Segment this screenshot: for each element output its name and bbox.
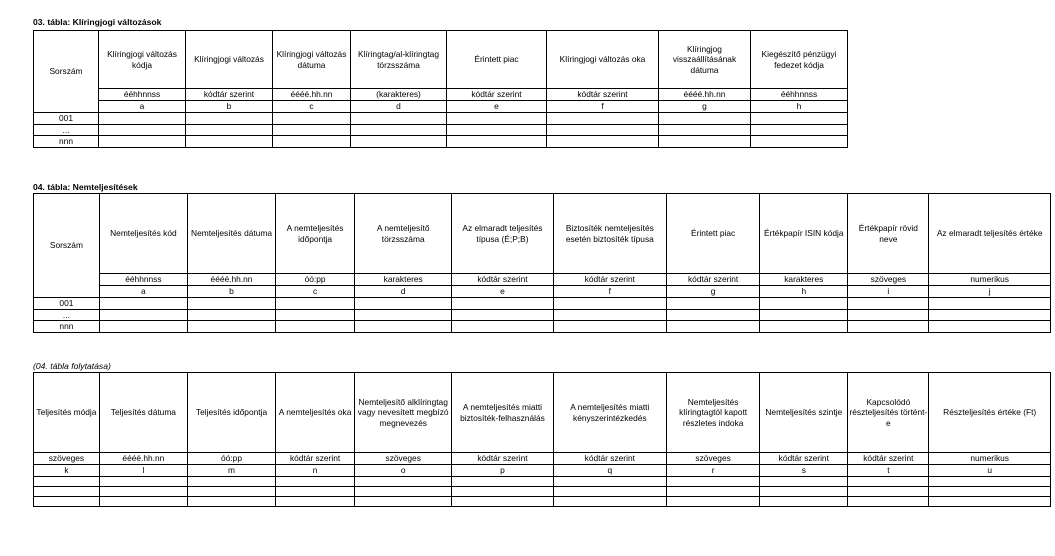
data-cell[interactable] [355,487,452,497]
data-cell[interactable] [99,113,186,125]
table-row [34,136,848,148]
data-cell[interactable] [276,321,355,333]
data-cell[interactable] [351,136,447,148]
column-header: Az elmaradt teljesítés értéke [929,194,1051,274]
column-header: Kiegészítő pénzügyi fedezet kódja [751,31,848,89]
row-number: 001 [34,113,99,125]
column-unit: ééhhnnss [99,89,186,101]
data-cell[interactable] [99,497,187,507]
data-cell[interactable] [452,298,553,310]
data-cell[interactable] [99,477,187,487]
data-cell[interactable] [447,113,547,125]
column-header: Biztosíték nemteljesítés esetén biztosíték típusa [553,194,666,274]
column-letter: q [553,465,666,477]
column-letter: m [187,465,275,477]
column-unit: kódtár szerint [667,274,760,286]
data-cell[interactable] [99,124,186,136]
data-cell[interactable] [447,136,547,148]
column-unit: kódtár szerint [452,453,553,465]
data-cell[interactable] [276,497,355,507]
column-letter: l [99,465,187,477]
data-cell[interactable] [848,298,929,310]
data-cell[interactable] [355,298,452,310]
data-cell[interactable] [34,487,100,497]
data-cell[interactable] [760,321,848,333]
data-cell[interactable] [547,136,659,148]
data-cell[interactable] [276,298,355,310]
column-header: Klíringjogi változás [186,31,273,89]
data-cell[interactable] [848,487,929,497]
data-cell[interactable] [929,487,1051,497]
column-letter: h [760,286,848,298]
data-cell[interactable] [659,113,751,125]
column-unit: szöveges [355,453,452,465]
column-unit: szöveges [667,453,760,465]
table04 [33,193,1051,333]
data-cell[interactable] [355,309,452,321]
column-unit: karakteres [355,274,452,286]
data-cell[interactable] [760,298,848,310]
column-unit: kódtár szerint [547,89,659,101]
data-cell[interactable] [351,124,447,136]
data-cell[interactable] [187,321,275,333]
column-header: A nemteljesítés miatti biztosíték-felhasználás [452,373,553,453]
data-cell[interactable] [929,309,1051,321]
column-letter: c [273,101,351,113]
data-cell[interactable] [667,497,760,507]
row-number: nnn [34,321,100,333]
column-unit: (karakteres) [351,89,447,101]
column-letter: g [667,286,760,298]
column-unit: szöveges [848,274,929,286]
data-cell[interactable] [751,113,848,125]
data-cell[interactable] [553,321,666,333]
column-letter: s [760,465,848,477]
data-cell[interactable] [187,487,275,497]
data-cell[interactable] [355,321,452,333]
table-row [34,477,1051,487]
column-header: Részteljesítés értéke (Ft) [929,373,1051,453]
column-header: A nemteljesítő törzsszáma [355,194,452,274]
data-cell[interactable] [276,309,355,321]
column-unit: kódtár szerint [452,274,553,286]
data-cell[interactable] [99,487,187,497]
data-cell[interactable] [187,497,275,507]
data-cell[interactable] [553,298,666,310]
column-unit: numerikus [929,453,1051,465]
data-cell[interactable] [99,136,186,148]
row-number: nnn [34,136,99,148]
column-header: Teljesítés módja [34,373,100,453]
column-letter: e [447,101,547,113]
column-header: Klíringjogi változás oka [547,31,659,89]
column-letter: d [355,286,452,298]
data-cell[interactable] [452,497,553,507]
data-cell[interactable] [273,113,351,125]
data-cell[interactable] [187,309,275,321]
column-header: Érintett piac [667,194,760,274]
column-unit: szöveges [34,453,100,465]
column-letter: h [751,101,848,113]
data-cell[interactable] [760,309,848,321]
column-header: Nemteljesítő alklíringtag vagy nevesített megbízó megnevezés [355,373,452,453]
column-header: Teljesítés dátuma [99,373,187,453]
data-cell[interactable] [187,477,275,487]
table-row [34,124,848,136]
column-unit: éééé.hh.nn [273,89,351,101]
data-cell[interactable] [273,124,351,136]
data-cell[interactable] [553,477,666,487]
data-cell[interactable] [452,309,553,321]
column-letter: e [452,286,553,298]
sorszam-header: Sorszám [34,194,100,298]
data-cell[interactable] [452,487,553,497]
column-header: Az elmaradt teljesítés típusa (É;P;B) [452,194,553,274]
column-header: Nemteljesítés dátuma [187,194,275,274]
data-cell[interactable] [929,477,1051,487]
data-cell[interactable] [929,321,1051,333]
data-cell[interactable] [553,487,666,497]
data-cell[interactable] [452,477,553,487]
data-cell[interactable] [667,298,760,310]
data-cell[interactable] [99,309,187,321]
data-cell[interactable] [760,487,848,497]
column-unit: óó:pp [276,274,355,286]
data-cell[interactable] [276,477,355,487]
column-letter: r [667,465,760,477]
column-letter: g [659,101,751,113]
data-cell[interactable] [667,309,760,321]
column-header: Kapcsolódó részteljesítés történt-e [848,373,929,453]
table-row [34,321,1051,333]
column-header: Érintett piac [447,31,547,89]
column-letter: u [929,465,1051,477]
data-cell[interactable] [760,477,848,487]
data-cell[interactable] [187,298,275,310]
data-cell[interactable] [667,321,760,333]
data-cell[interactable] [186,136,273,148]
column-letter: f [553,286,666,298]
data-cell[interactable] [659,136,751,148]
column-letter: a [99,286,187,298]
column-header: Értékpapír rövid neve [848,194,929,274]
column-header: Klíringjogi változás kódja [99,31,186,89]
column-unit: éééé.hh.nn [99,453,187,465]
column-header: A nemteljesítés oka [276,373,355,453]
column-letter: b [186,101,273,113]
data-cell[interactable] [186,124,273,136]
data-cell[interactable] [667,477,760,487]
column-header: Klíringjogi változás dátuma [273,31,351,89]
data-cell[interactable] [848,477,929,487]
column-letter: n [276,465,355,477]
table-row [34,113,848,125]
column-letter: a [99,101,186,113]
row-number: 001 [34,298,100,310]
column-letter: b [187,286,275,298]
data-cell[interactable] [34,477,100,487]
column-letter: f [547,101,659,113]
column-letter: i [848,286,929,298]
data-cell[interactable] [659,124,751,136]
table-row [34,497,1051,507]
data-cell[interactable] [355,497,452,507]
table-row [34,298,1051,310]
column-letter: t [848,465,929,477]
data-cell[interactable] [751,136,848,148]
data-cell[interactable] [553,497,666,507]
column-letter: o [355,465,452,477]
data-cell[interactable] [99,321,187,333]
column-header: Nemteljesítés kód [99,194,187,274]
column-unit: óó:pp [187,453,275,465]
data-cell[interactable] [276,487,355,497]
row-number: ... [34,124,99,136]
data-cell[interactable] [99,298,187,310]
column-unit: karakteres [760,274,848,286]
data-cell[interactable] [848,309,929,321]
data-cell[interactable] [547,113,659,125]
column-letter: c [276,286,355,298]
column-unit: kódtár szerint [553,453,666,465]
sorszam-header: Sorszám [34,31,99,113]
data-cell[interactable] [848,321,929,333]
data-cell[interactable] [751,124,848,136]
data-cell[interactable] [553,309,666,321]
column-unit: kódtár szerint [186,89,273,101]
table-row [34,309,1051,321]
column-header: Nemteljesítés szintje [760,373,848,453]
column-unit: ééhhnnss [99,274,187,286]
column-unit: éééé.hh.nn [187,274,275,286]
table03 [33,30,848,148]
data-cell[interactable] [447,124,547,136]
column-unit: kódtár szerint [848,453,929,465]
data-cell[interactable] [547,124,659,136]
column-letter: k [34,465,100,477]
column-unit: kódtár szerint [276,453,355,465]
row-number: ... [34,309,100,321]
data-cell[interactable] [667,487,760,497]
data-cell[interactable] [929,497,1051,507]
column-header: Nemteljesítés klíringtagtól kapott részletes indoka [667,373,760,453]
data-cell[interactable] [760,497,848,507]
column-letter: d [351,101,447,113]
column-header: A nemteljesítés időpontja [276,194,355,274]
column-header: Teljesítés időpontja [187,373,275,453]
table03-title: 03. tábla: Klíringjogi változások [33,17,162,27]
data-cell[interactable] [273,136,351,148]
column-letter: j [929,286,1051,298]
column-unit: kódtár szerint [760,453,848,465]
column-header: Klíringjog visszaállításának dátuma [659,31,751,89]
column-unit: kódtár szerint [553,274,666,286]
column-unit: numerikus [929,274,1051,286]
column-unit: kódtár szerint [447,89,547,101]
data-cell[interactable] [186,113,273,125]
column-unit: ééhhnnss [751,89,848,101]
column-header: A nemteljesítés miatti kényszerintézkedés [553,373,666,453]
data-cell[interactable] [848,497,929,507]
table-row [34,487,1051,497]
column-letter: p [452,465,553,477]
table04-title: 04. tábla: Nemteljesítések [33,182,138,192]
data-cell[interactable] [355,477,452,487]
column-header: Értékpapír ISIN kódja [760,194,848,274]
table04-continuation-title: (04. tábla folytatása) [33,361,111,371]
data-cell[interactable] [351,113,447,125]
data-cell[interactable] [929,298,1051,310]
data-cell[interactable] [34,497,100,507]
column-unit: éééé.hh.nn [659,89,751,101]
column-header: Klíringtag/al-klíringtag törzsszáma [351,31,447,89]
data-cell[interactable] [452,321,553,333]
table04-continuation [33,372,1051,507]
